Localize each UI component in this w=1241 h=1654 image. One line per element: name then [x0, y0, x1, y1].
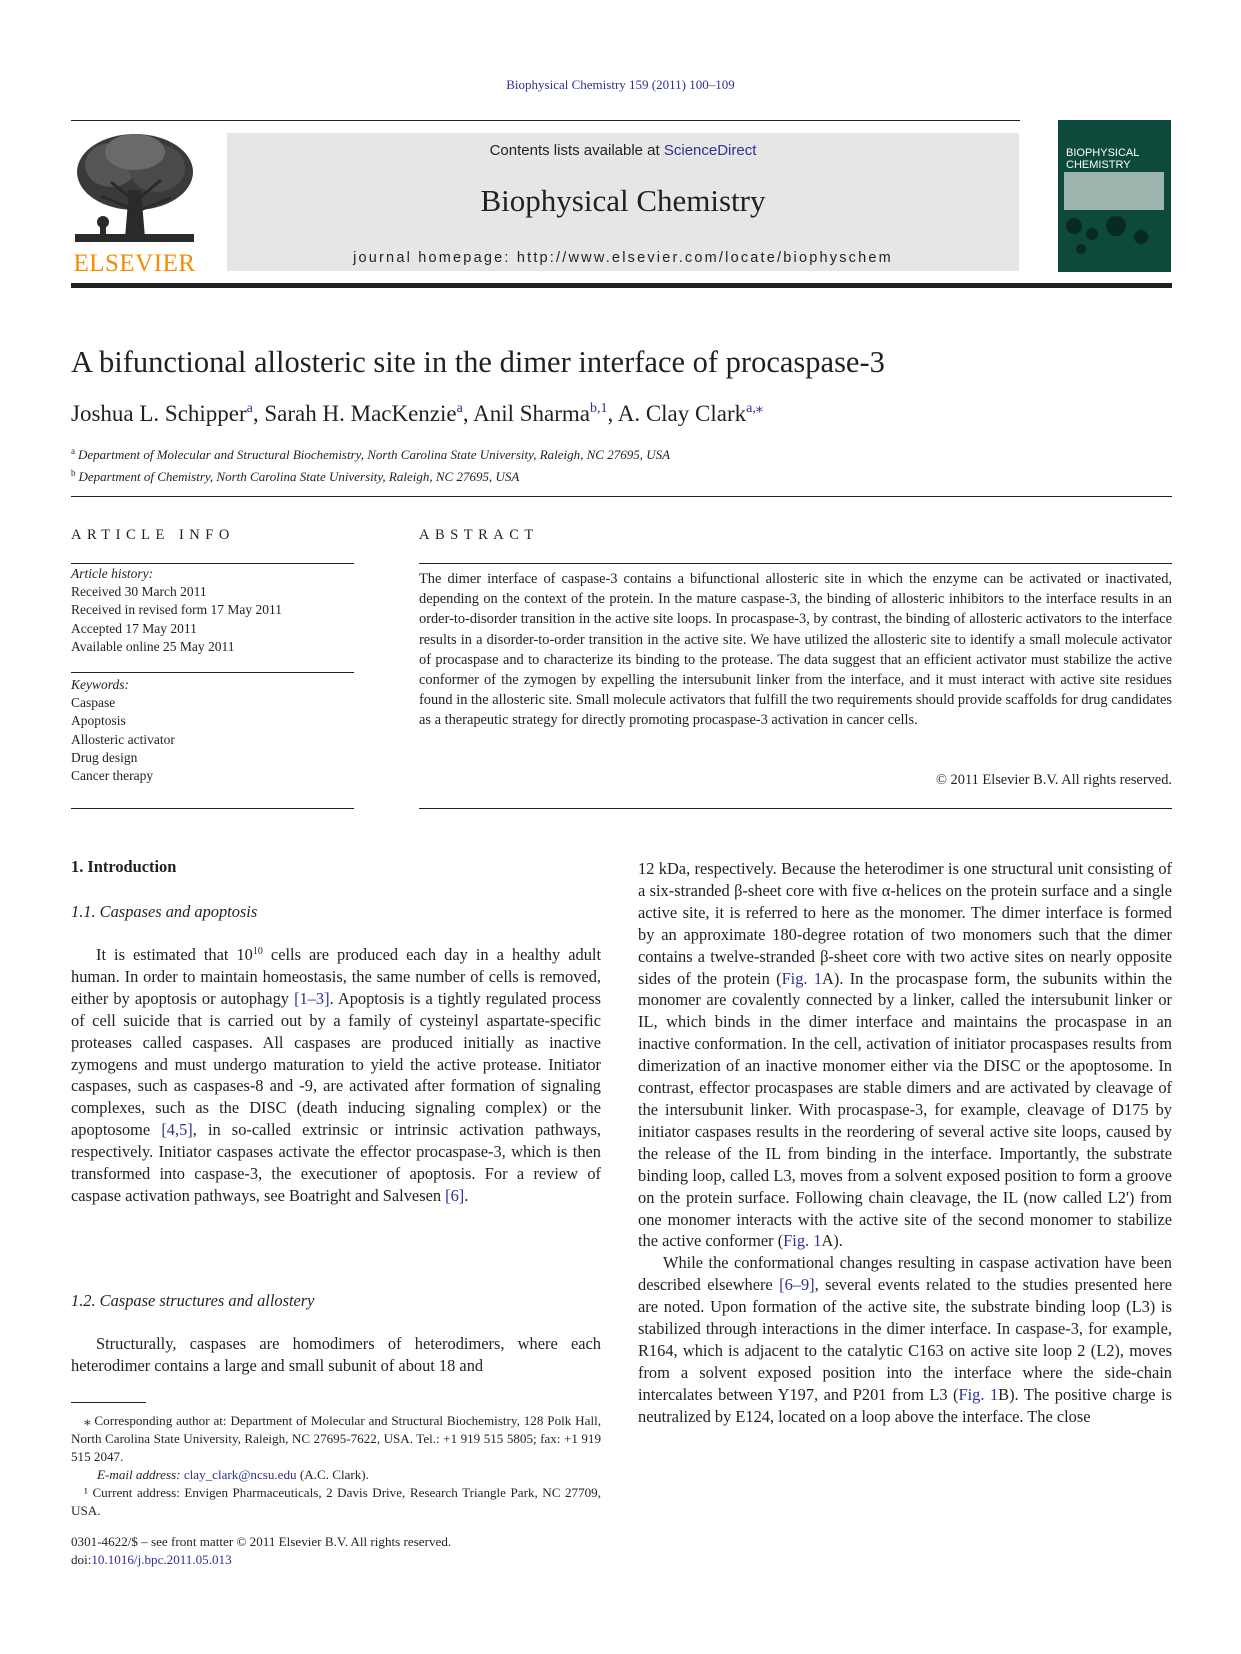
- article-info-top-rule: [71, 563, 354, 564]
- cover-title-line2: CHEMISTRY: [1066, 159, 1131, 171]
- sciencedirect-link[interactable]: ScienceDirect: [663, 142, 757, 159]
- body-text: It is estimated that 10: [96, 945, 253, 964]
- keyword-item: Caspase: [71, 695, 116, 711]
- author-name: Joshua L. Schipper: [71, 401, 247, 426]
- cover-molecule: [1066, 218, 1082, 234]
- abstract-heading: ABSTRACT: [419, 527, 539, 543]
- abstract-bottom-rule: [419, 808, 1172, 809]
- reference-link[interactable]: [6–9]: [779, 1275, 815, 1295]
- body-text: cells are produced each day in a healthy adult human. In order to maintain homeostasis, the same number of cells is removed, either by apoptosis or autophagy: [71, 945, 601, 1008]
- issn-line: 0301-4622/$ – see front matter © 2011 Elsevier B.V. All rights reserved.: [71, 1534, 452, 1549]
- keyword-item: Allosteric activator: [71, 731, 175, 747]
- author-list: [71, 400, 763, 427]
- body-text: While the conformational changes resulting in caspase activation have been described elsewhere: [638, 1253, 1172, 1295]
- contents-availability: [227, 142, 1019, 159]
- body-paragraph: [638, 1252, 1172, 1427]
- journal-info-panel: [227, 133, 1019, 271]
- footnote-rule: [71, 1402, 146, 1403]
- journal-name: Biophysical Chemistry: [480, 183, 766, 218]
- body-paragraph: [71, 944, 601, 1207]
- body-text: , several events related to the studies presented here are noted. Upon formation of the active site, the substrate binding loop (L3) is stabilized through interactions in the dimer interface. In caspase-3, for example, R164, which is adjacent to the catalytic C163 on active site loop 2 (L2), moves from a solvent exposed position into the interface where the side-chain intercalates between Y197, and P201 from L3 (: [638, 1275, 1172, 1404]
- article-info-heading: ARTICLE INFO: [71, 527, 235, 543]
- keywords: [71, 676, 354, 785]
- body-text: 12 kDa, respectively. Because the heterodimer is one structural unit consisting of a six-stranded β-sheet core with five α-helices on the protein surface and a single active site, it is referred to here as the monomer. The dimer interface is formed by an approximate 180-degree rotation of two monomers such that the dimer contains a twelve-stranded β-sheet core with two active sites on nearly opposite sides of the protein (: [638, 859, 1172, 988]
- reference-link[interactable]: [6]: [445, 1185, 465, 1205]
- superscript: 10: [252, 946, 263, 957]
- cover-title-line1: BIOPHYSICAL: [1066, 147, 1140, 159]
- article-title: A bifunctional allosteric site in the dimer interface of procaspase-3: [71, 345, 885, 379]
- doi-link[interactable]: 10.1016/j.bpc.2011.05.013: [91, 1552, 232, 1568]
- keyword-item: Cancer therapy: [71, 768, 154, 784]
- body-paragraph: [71, 1333, 601, 1377]
- current-address-note: ¹ Current address: Envigen Pharmaceuticals, 2 Davis Drive, Research Triangle Park, NC 27709, USA.: [71, 1485, 601, 1519]
- article-info-mid-rule: [71, 672, 354, 673]
- subsection-heading: 1.2. Caspase structures and allostery: [71, 1291, 315, 1310]
- journal-cover-thumbnail[interactable]: [1058, 120, 1171, 272]
- keyword-item: Drug design: [71, 749, 138, 765]
- abstract-text: The dimer interface of caspase-3 contains a bifunctional allosteric site in which the enzyme can be activated or inactivated, depending on the context of the protein. In the mature caspase-3, the binding of allosteric inhibitors to the interface results in an order-to-disorder transition in the active site loops. In procaspase-3, by contrast, the binding of allosteric activators to the interface results in a disorder-to-order transition in the active site. We have utilized the allosteric site to identify a small molecule activator of procaspase and to characterize its binding to the protease. The data suggest that an efficient activator must stabilize the active conformer of the zymogen by expelling the intersubunit linker from the interface, and it must interact with active site residues found in the allosteric site. Small molecule activators that fulfill the two requirements should provide scaffolds for drug candidates as a therapeutic strategy for directly promoting procaspase-3 activation in cancer cells.: [419, 571, 1172, 729]
- figure-link[interactable]: Fig. 1: [783, 1231, 822, 1251]
- doi-line: [71, 1551, 451, 1569]
- reference-link[interactable]: [4,5]: [161, 1120, 193, 1140]
- footnotes: [71, 1412, 601, 1521]
- history-item: Received 30 March 2011: [71, 584, 207, 600]
- cover-title: [1066, 147, 1139, 171]
- body-column-right: [638, 858, 1172, 1428]
- cover-molecule: [1134, 230, 1148, 244]
- author-separator: ,: [252, 401, 265, 426]
- body-text: . Apoptosis is a tightly regulated process of cell suicide that is carried out by a family of cysteinyl aspartate-specific proteases called caspases. All caspases are produced initially as inactive zymogens and must undergo maturation to yield the active protease. Initiator caspases, such as caspases-8 and -9, are activated after formation of signaling complexes, such as the DISC (death inducing signaling complex) or the apoptosome: [71, 988, 601, 1140]
- affiliation-list: [71, 442, 670, 486]
- contents-prefix: Contents lists available at: [489, 142, 664, 159]
- article-history-title: Article history:: [71, 566, 154, 581]
- keywords-title: Keywords:: [71, 677, 129, 692]
- section-heading: 1. Introduction: [71, 857, 177, 876]
- history-item: Available online 25 May 2011: [71, 638, 235, 654]
- doi-label: doi:: [71, 1552, 92, 1568]
- author-name: Sarah H. MacKenzie: [264, 401, 457, 426]
- front-matter-rule: [71, 496, 1172, 497]
- figure-link[interactable]: Fig. 1: [958, 1384, 999, 1404]
- cover-image-band: [1064, 172, 1164, 210]
- article-info-bottom-rule: [71, 808, 354, 809]
- journal-header: [71, 120, 1171, 288]
- front-matter-info: [71, 1533, 451, 1569]
- body-text: , in so-called extrinsic or intrinsic activation pathways, respectively. Initiator caspases activate the effector procaspase-3, which is then transformed into caspase-3, the executioner of apoptosis. For a review of caspase activation pathways, see Boatright and Salvesen: [71, 1120, 601, 1205]
- elsevier-wordmark: ELSEVIER: [73, 250, 196, 277]
- body-text: B). The positive charge is neutralized by E124, located on a loop above the interface. The close: [638, 1384, 1172, 1426]
- cover-molecule: [1076, 244, 1086, 254]
- figure-link[interactable]: Fig. 1: [781, 968, 823, 988]
- history-item: Received in revised form 17 May 2011: [71, 602, 282, 618]
- elsevier-logo[interactable]: [71, 130, 198, 278]
- reference-link[interactable]: [1–3]: [294, 988, 330, 1008]
- email-note: [71, 1466, 601, 1484]
- author-affiliation-mark[interactable]: a: [456, 401, 463, 416]
- header-bottom-rule: [71, 283, 1172, 288]
- body-paragraph: [638, 858, 1172, 1252]
- keyword-item: Apoptosis: [71, 713, 126, 729]
- body-text: A).: [821, 1231, 843, 1251]
- journal-citation[interactable]: Biophysical Chemistry 159 (2011) 100–109: [506, 77, 735, 92]
- author-affiliation-mark[interactable]: b,1: [589, 401, 608, 416]
- affiliation-mark: b: [71, 468, 76, 478]
- affiliation-item: [71, 442, 670, 464]
- affiliation-mark: a: [71, 446, 75, 456]
- author-name: Anil Sharma: [473, 401, 590, 426]
- author-affiliation-mark[interactable]: a,⁎: [746, 401, 763, 416]
- header-top-rule: [71, 120, 1020, 121]
- abstract-copyright: © 2011 Elsevier B.V. All rights reserved.: [936, 772, 1172, 788]
- email-label: E-mail address:: [97, 1467, 184, 1483]
- tree-logo-icon: [71, 130, 198, 248]
- email-link[interactable]: clay_clark@ncsu.edu: [183, 1467, 297, 1483]
- abstract-top-rule: [419, 563, 1172, 564]
- affiliation-text: Department of Chemistry, North Carolina State University, Raleigh, NC 27695, USA: [78, 469, 520, 484]
- affiliation-item: [71, 464, 670, 486]
- body-text: .: [464, 1185, 469, 1205]
- affiliation-text: Department of Molecular and Structural Biochemistry, North Carolina State University, Raleigh, NC 27695, USA: [78, 447, 671, 462]
- author-separator: ,: [607, 401, 618, 426]
- article-history: [71, 565, 354, 656]
- journal-homepage[interactable]: journal homepage: http://www.elsevier.com/locate/biophyschem: [353, 250, 893, 266]
- author-name: A. Clay Clark: [617, 401, 747, 426]
- subsection-heading: 1.1. Caspases and apoptosis: [71, 902, 258, 921]
- cover-molecule: [1106, 216, 1126, 236]
- history-item: Accepted 17 May 2011: [71, 620, 197, 636]
- cover-molecule: [1086, 228, 1098, 240]
- author-separator: ,: [462, 401, 474, 426]
- body-text: A). In the procaspase form, the subunits within the monomer are covalently connected by a linker, called the intersubunit linker or IL, which binds in the dimer interface and maintains the procaspase in an inactive conformation. In the cell, activation of initiator procaspases results from dimerization of an inactive monomer either via the DISC or the apoptosome. In contrast, effector procaspases are stable dimers and are activated by cleavage of the intersubunit linker. With procaspase-3, for example, cleavage of D175 by initiator caspases results in the reordering of several active site loops, caused by the release of the IL from binding in the interface. Importantly, the substrate binding loop, called L3, moves from a solvent exposed position to form a groove on the protein surface. Following chain cleavage, the IL (now called L2') from one monomer interacts with the active site of the second monomer to stabilize the active conformer (: [638, 968, 1172, 1251]
- corresponding-author-note: ⁎ Corresponding author at: Department of Molecular and Structural Biochemistry, 128 Polk Hall, North Carolina State University, Raleigh, NC 27695-7622, USA. Tel.: +1 919 515 5805; fax: +1 919 515 2047.: [71, 1413, 601, 1465]
- email-suffix: (A.C. Clark).: [296, 1467, 369, 1483]
- body-text: Structurally, caspases are homodimers of heterodimers, where each heterodimer contains a large and small subunit of about 18 and: [71, 1334, 601, 1375]
- author-affiliation-mark[interactable]: a: [246, 401, 253, 416]
